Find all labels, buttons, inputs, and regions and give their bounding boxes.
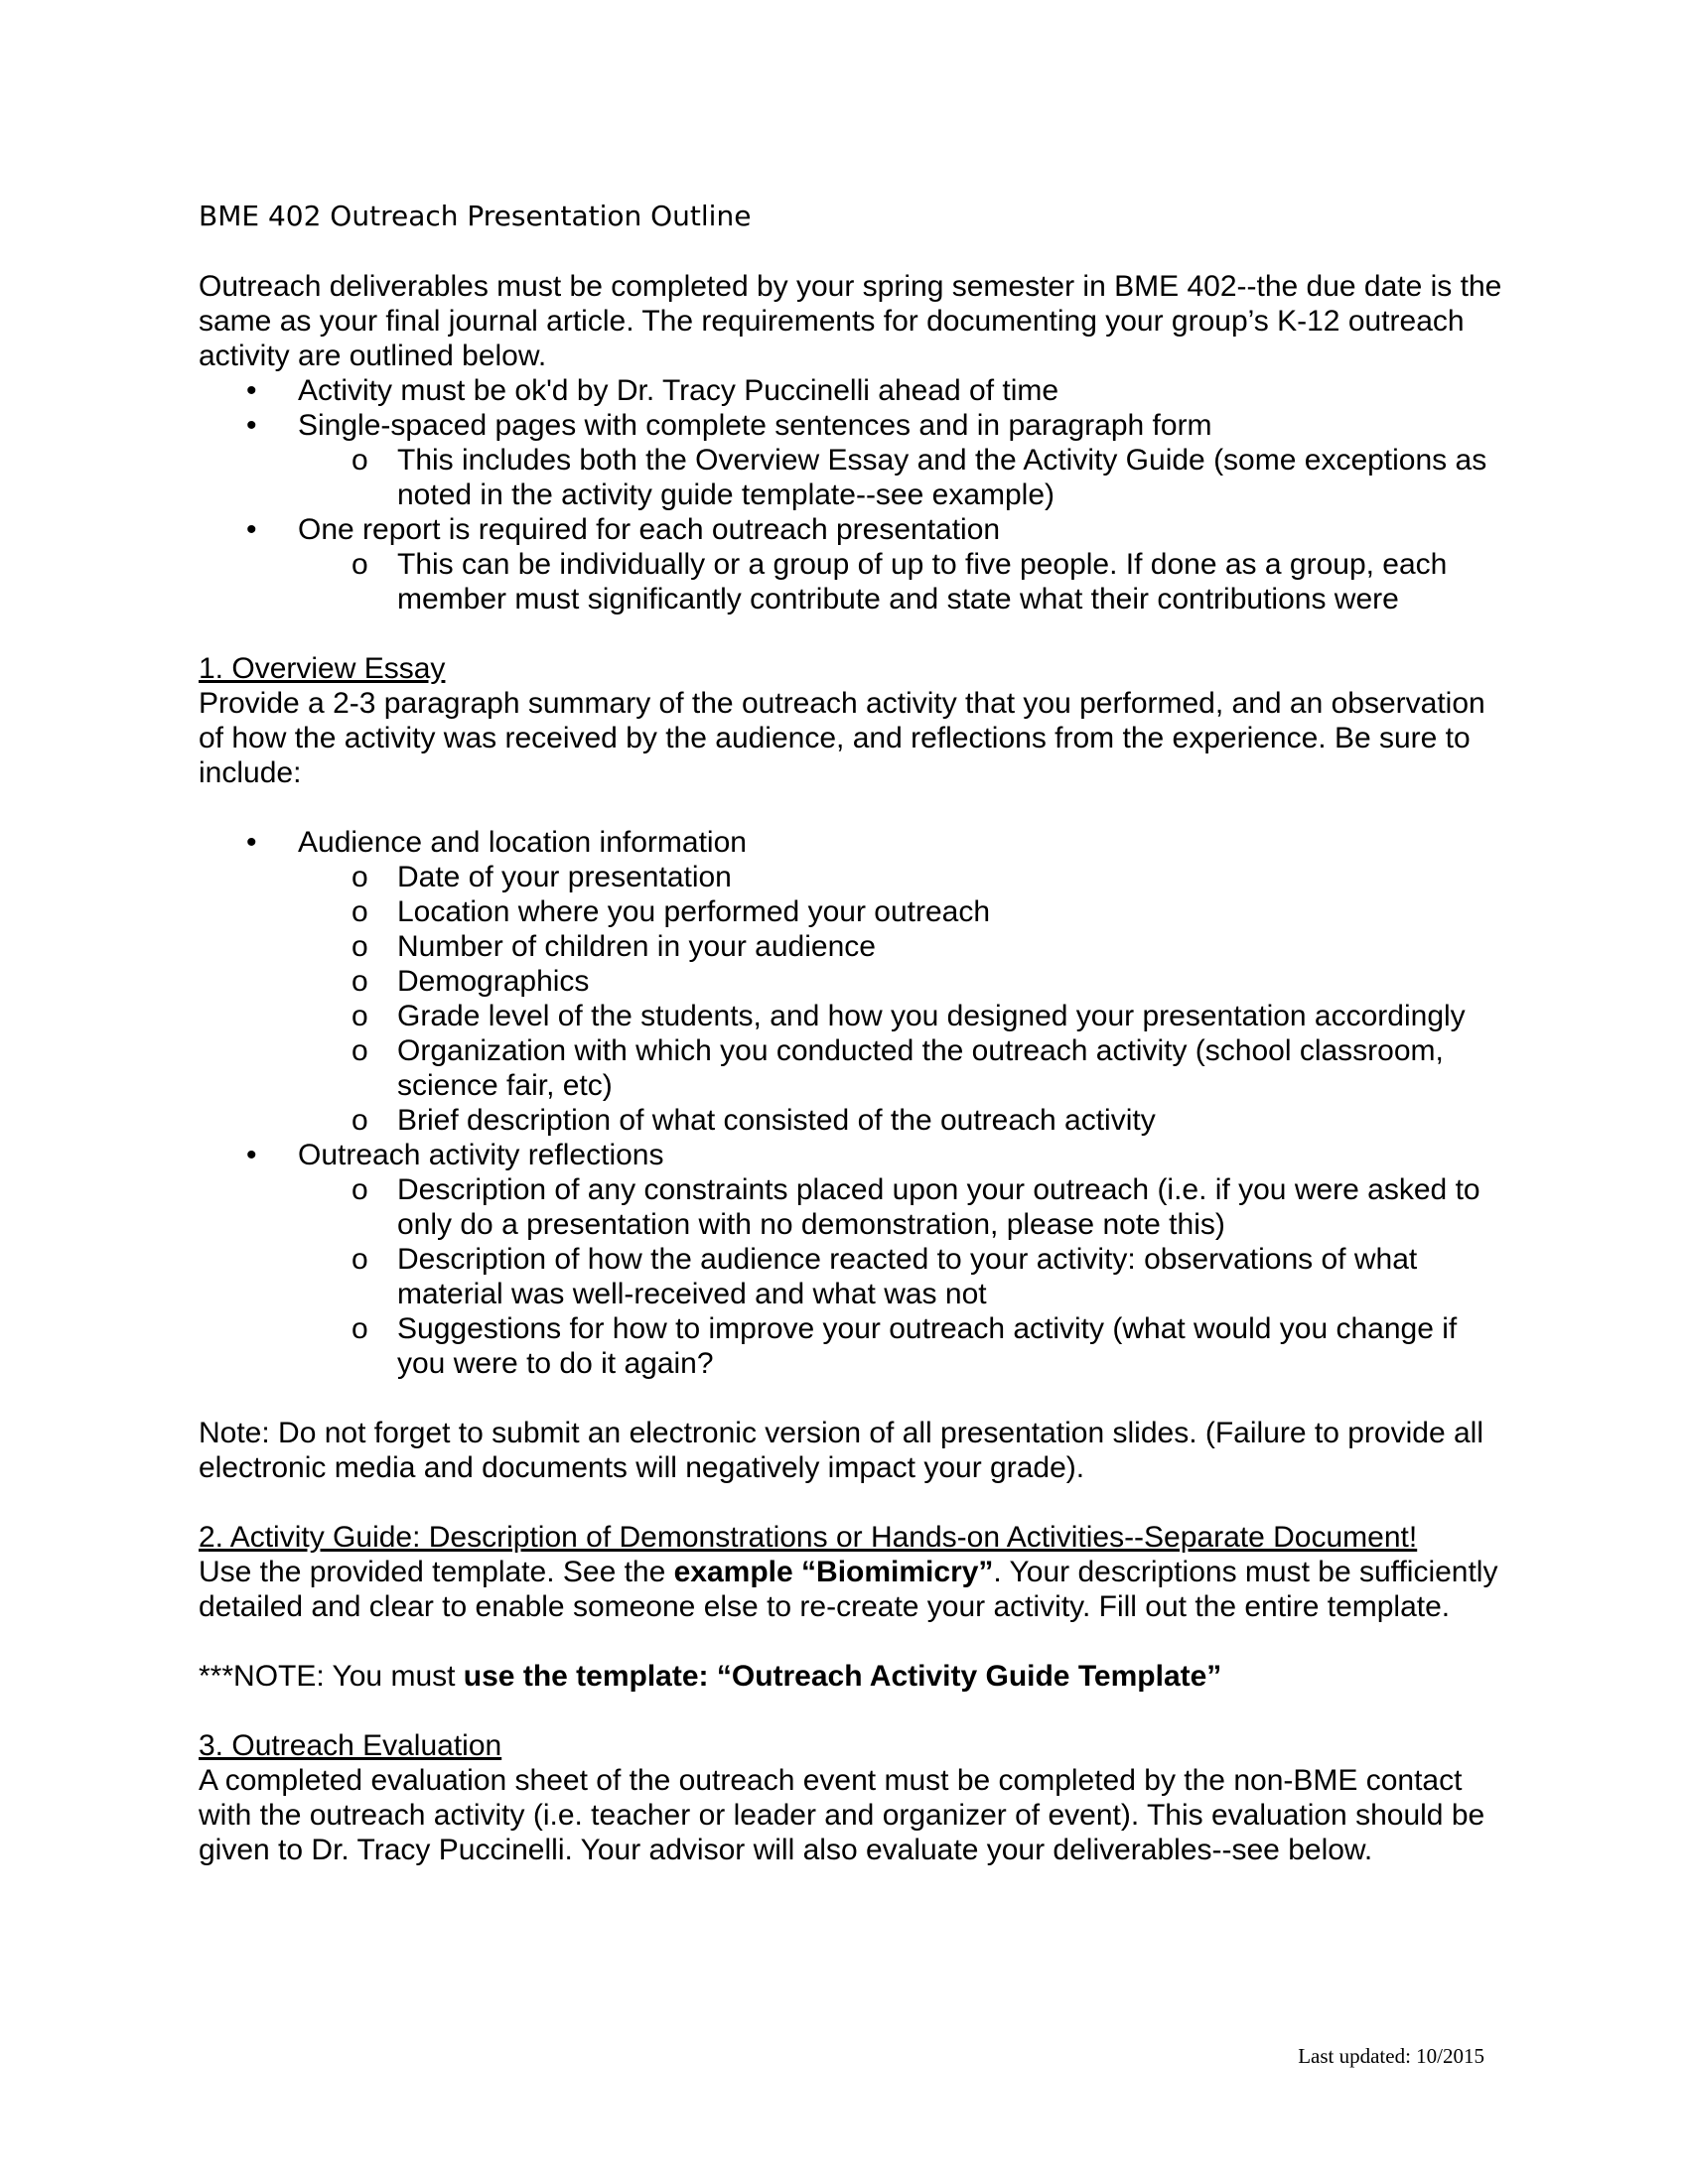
sub-item: o This includes both the Overview Essay and the Activity Guide (some exceptions as noted in the activity guide template--see example) (298, 443, 1509, 512)
intro-paragraph: Outreach deliverables must be completed by your spring semester in BME 402--the due date is the same as your final journal article. The requirements for documenting your group’s K-12 outreach activity are outlined below. (199, 270, 1502, 372)
section2-body-post: . Your descriptions must be sufficiently detailed and clear to enable someone else to re-create your activity. Fill out the entire template. (199, 1556, 1498, 1623)
section2-body-pre: Use the provided template. See the (199, 1556, 674, 1588)
sub-item: o Description of any constraints placed upon your outreach (i.e. if you were asked to only do a presentation with no demonstration, please note this) (298, 1172, 1509, 1242)
template-note-pre: ***NOTE: You must (199, 1660, 464, 1693)
section2-body-bold: example “Biomimicry” (673, 1556, 994, 1588)
sub-list (298, 1172, 1509, 1381)
bullet-text: Outreach activity reflections (298, 1139, 664, 1171)
sub-item: o Location where you performed your outreach (298, 894, 1509, 929)
bullet-item (199, 512, 1509, 616)
sub-item: o Date of your presentation (298, 860, 1509, 894)
template-note-bold: use the template: “Outreach Activity Guide Template” (463, 1660, 1222, 1693)
section3-body: A completed evaluation sheet of the outreach event must be completed by the non-BME contact with the outreach activity (i.e. teacher or leader and organizer of event). This evaluation should be given to Dr. Tracy Puccinelli. Your advisor will also evaluate your deliverables--see below. (199, 1764, 1485, 1866)
sub-list (298, 547, 1509, 616)
section2-body (199, 1555, 1509, 1624)
sub-item: o Description of how the audience reacted to your activity: observations of what material was well-received and what was not (298, 1242, 1509, 1311)
bullet-text: Single-spaced pages with complete sentences and in paragraph form (298, 409, 1212, 442)
bullet-item (199, 373, 1509, 408)
bullet-item (199, 1138, 1509, 1381)
section2-heading: 2. Activity Guide: Description of Demonstrations or Hands-on Activities--Separate Document! (199, 1521, 1418, 1554)
bullet-item (199, 825, 1509, 1138)
last-updated: Last updated: 10/2015 (1298, 2044, 1484, 2068)
sub-list (298, 860, 1509, 1138)
note-paragraph: Note: Do not forget to submit an electronic version of all presentation slides. (Failure to provide all electronic media and documents will negatively impact your grade). (199, 1417, 1483, 1484)
sub-item: o Suggestions for how to improve your outreach activity (what would you change if you were to do it again? (298, 1311, 1509, 1381)
sub-item: o This can be individually or a group of up to five people. If done as a group, each member must significantly contribute and state what their contributions were (298, 547, 1509, 616)
sub-item: o Number of children in your audience (298, 929, 1509, 964)
sub-item: o Organization with which you conducted the outreach activity (school classroom, science fair, etc) (298, 1033, 1509, 1103)
section1-body: Provide a 2-3 paragraph summary of the outreach activity that you performed, and an observation of how the activity was received by the audience, and reflections from the experience. Be sure to include: (199, 687, 1485, 789)
sub-list (298, 443, 1509, 512)
bullet-text: Activity must be ok'd by Dr. Tracy Puccinelli ahead of time (298, 374, 1059, 407)
section1-heading: 1. Overview Essay (199, 652, 446, 685)
template-note (199, 1659, 1509, 1694)
bullet-text: Audience and location information (298, 826, 747, 859)
bullet-item (199, 408, 1509, 512)
sub-item: o Brief description of what consisted of the outreach activity (298, 1103, 1509, 1138)
intro-list (199, 373, 1509, 616)
sub-item: o Demographics (298, 964, 1509, 999)
document-body (199, 199, 1509, 1867)
section1-list (199, 825, 1509, 1381)
bullet-text: One report is required for each outreach presentation (298, 513, 1001, 546)
document-title: BME 402 Outreach Presentation Outline (199, 200, 752, 232)
section3-heading: 3. Outreach Evaluation (199, 1729, 502, 1762)
sub-item: o Grade level of the students, and how you designed your presentation accordingly (298, 999, 1509, 1033)
